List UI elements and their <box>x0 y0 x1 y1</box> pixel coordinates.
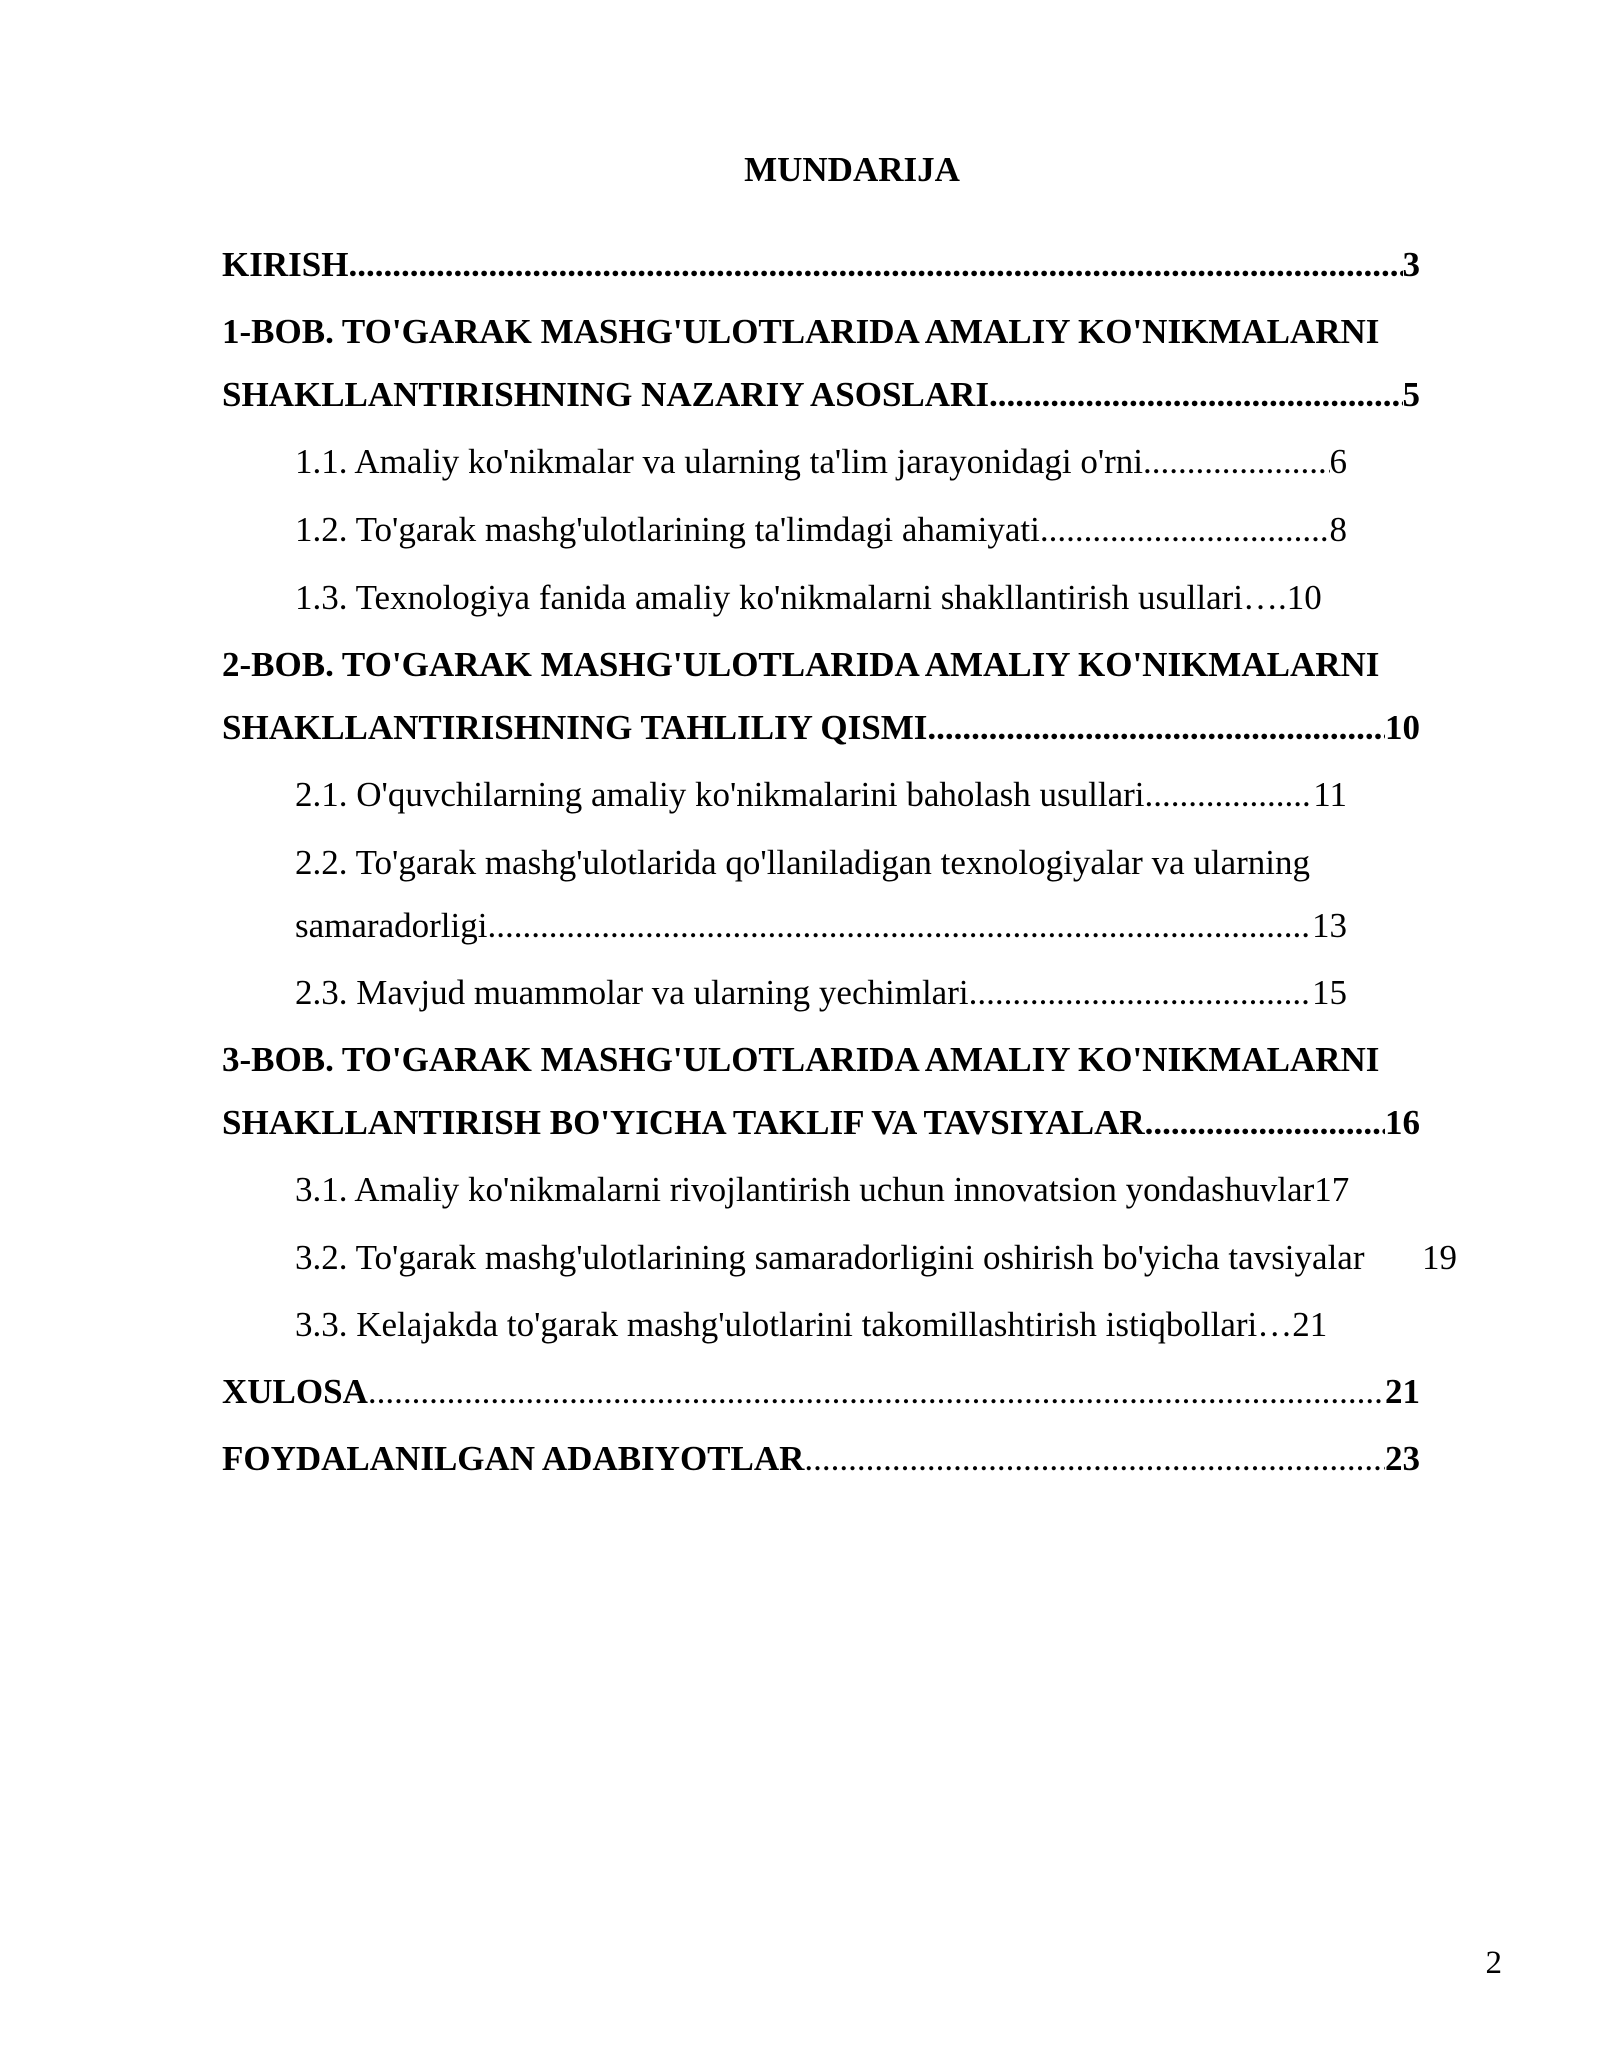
toc-entry-text: 2.2. To'garak mashg'ulotlarida qo'llaniladigan texnologiyalar va ularning <box>295 843 1310 882</box>
toc-entry-text: 3-BOB. TO'GARAK MASHG'ULOTLARIDA AMALIY KO'NIKMALARNI <box>222 1040 1380 1079</box>
toc-entry-page: 16 <box>1385 1103 1420 1142</box>
toc-entry-1-3[interactable] <box>295 573 1322 623</box>
toc-entry-text: XULOSA <box>222 1372 368 1411</box>
toc-entry-text: samaradorligi <box>295 906 488 945</box>
toc-leader-dots <box>368 1367 1385 1417</box>
toc-entry-xulosa[interactable] <box>222 1367 1420 1417</box>
toc-entry-page: 8 <box>1329 510 1347 549</box>
toc-entry-page: 13 <box>1312 906 1347 945</box>
toc-leader-dots <box>348 240 1402 290</box>
toc-entry-text: 2.3. Mavjud muammolar va ularning yechimlari <box>295 973 969 1012</box>
toc-entry-chapter-3-line-1[interactable] <box>222 1035 1379 1085</box>
toc-entry-chapter-1-line-1[interactable] <box>222 307 1379 357</box>
toc-entry-chapter-2-line-1[interactable] <box>222 640 1379 690</box>
toc-entry-text: 1.2. To'garak mashg'ulotlarining ta'limdagi ahamiyati <box>295 510 1040 549</box>
toc-entry-kirish[interactable] <box>222 240 1420 290</box>
toc-entry-page: 15 <box>1312 973 1347 1012</box>
toc-entry-text: 3.3. Kelajakda to'garak mashg'ulotlarini takomillashtirish istiqbollari…21 <box>295 1305 1328 1344</box>
toc-entry-text: KIRISH <box>222 245 349 284</box>
toc-entry-adabiyotlar[interactable] <box>222 1434 1420 1484</box>
toc-entry-text: 1.3. Texnologiya fanida amaliy ko'nikmalarni shakllantirish usullari….10 <box>295 578 1322 617</box>
toc-entry-chapter-1-line-2[interactable] <box>222 370 1420 420</box>
toc-entry-text: SHAKLLANTIRISHNING TAHLILIY QISMI <box>222 708 928 747</box>
toc-entry-text: 1-BOB. TO'GARAK MASHG'ULOTLARIDA AMALIY KO'NIKMALARNI <box>222 312 1380 351</box>
toc-entry-text: 1.1. Amaliy ko'nikmalar va ularning ta'lim jarayonidagi o'rni <box>295 442 1144 481</box>
toc-entry-page: 21 <box>1385 1372 1420 1411</box>
toc-leader-dots <box>804 1434 1385 1484</box>
toc-entry-page: 3 <box>1402 245 1420 284</box>
toc-leader-dots <box>487 901 1312 951</box>
toc-entry-3-3[interactable] <box>295 1300 1327 1350</box>
toc-entry-text: 2.1. O'quvchilarning amaliy ko'nikmalarini baholash usullari <box>295 775 1145 814</box>
page-number: 2 <box>1485 1945 1502 1981</box>
toc-entry-1-1[interactable] <box>295 437 1347 487</box>
toc-leader-dots <box>969 968 1312 1018</box>
toc-entry-2-3[interactable] <box>295 968 1347 1018</box>
toc-leader-dots <box>1145 770 1314 820</box>
page-title: MUNDARIJA <box>744 150 960 189</box>
toc-entry-text: 2-BOB. TO'GARAK MASHG'ULOTLARIDA AMALIY KO'NIKMALARNI <box>222 645 1380 684</box>
toc-entry-page: 11 <box>1313 775 1347 814</box>
toc-entry-page: 5 <box>1402 375 1420 414</box>
toc-entry-page: 19 <box>1422 1238 1457 1277</box>
toc-entry-1-2[interactable] <box>295 505 1347 555</box>
toc-leader-dots <box>1145 1098 1385 1148</box>
toc-entry-page: 23 <box>1385 1439 1420 1478</box>
toc-entry-2-2-line-1[interactable] <box>295 838 1310 888</box>
toc-leader-dots <box>927 703 1385 753</box>
toc-entry-page: 6 <box>1329 442 1347 481</box>
toc-entry-text: 3.1. Amaliy ko'nikmalarni rivojlantirish uchun innovatsion yondashuvlar17 <box>295 1170 1350 1209</box>
toc-leader-dots <box>1143 437 1329 487</box>
toc-entry-2-1[interactable] <box>295 770 1347 820</box>
toc-entry-3-2[interactable] <box>295 1233 1457 1283</box>
toc-entry-page: 10 <box>1385 708 1420 747</box>
toc-leader-dots <box>989 370 1403 420</box>
toc-entry-3-1[interactable] <box>295 1165 1349 1215</box>
toc-entry-text: FOYDALANILGAN ADABIYOTLAR <box>222 1439 805 1478</box>
toc-entry-2-2-line-2[interactable] <box>295 901 1347 951</box>
toc-leader-dots <box>1040 505 1330 555</box>
toc-entry-chapter-2-line-2[interactable] <box>222 703 1420 753</box>
toc-entry-text: 3.2. To'garak mashg'ulotlarining samaradorligini oshirish bo'yicha tavsiyalar <box>295 1238 1365 1277</box>
toc-entry-chapter-3-line-2[interactable] <box>222 1098 1420 1148</box>
toc-entry-text: SHAKLLANTIRISHNING NAZARIY ASOSLARI <box>222 375 989 414</box>
toc-entry-text: SHAKLLANTIRISH BO'YICHA TAKLIF VA TAVSIYALAR <box>222 1103 1145 1142</box>
